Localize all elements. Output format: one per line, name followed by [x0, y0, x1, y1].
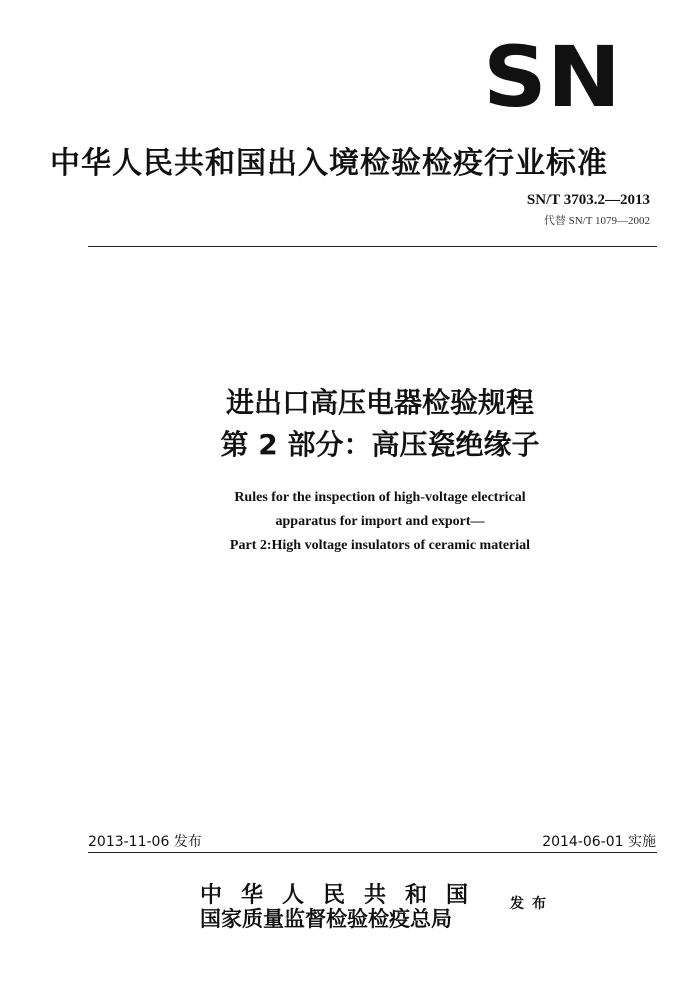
issuer-country: 中华人民共和国 — [200, 882, 488, 908]
sn-logo — [482, 40, 622, 110]
english-title-line-2: apparatus for import and export— — [275, 514, 485, 529]
issuer-agency: 国家质量监督检验检疫总局 — [200, 906, 452, 931]
implementation-date: 2014-06-01 实施 — [542, 834, 656, 850]
english-title-line-3: Part 2:High voltage insulators of ceramic material — [229, 538, 531, 553]
replaces-standard: 代替 SN/T 1079—2002 — [543, 215, 650, 227]
chinese-title-line-2: 第 2 部分：高压瓷绝缘子 — [220, 428, 540, 461]
english-title — [0, 486, 700, 558]
sn-logo-text: SN — [483, 40, 621, 110]
standard-category: 中华人民共和国出入境检验检疫行业标准 — [50, 146, 608, 181]
chinese-title — [0, 382, 700, 466]
bottom-divider — [88, 852, 657, 853]
top-divider — [88, 246, 657, 247]
issue-date: 2013-11-06 发布 — [88, 834, 202, 850]
english-title-line-1: Rules for the inspection of high-voltage electrical — [234, 490, 526, 505]
standard-code: SN/T 3703.2—2013 — [526, 192, 650, 208]
chinese-title-line-1: 进出口高压电器检验规程 — [225, 386, 534, 419]
publish-label: 发布 — [510, 896, 554, 912]
